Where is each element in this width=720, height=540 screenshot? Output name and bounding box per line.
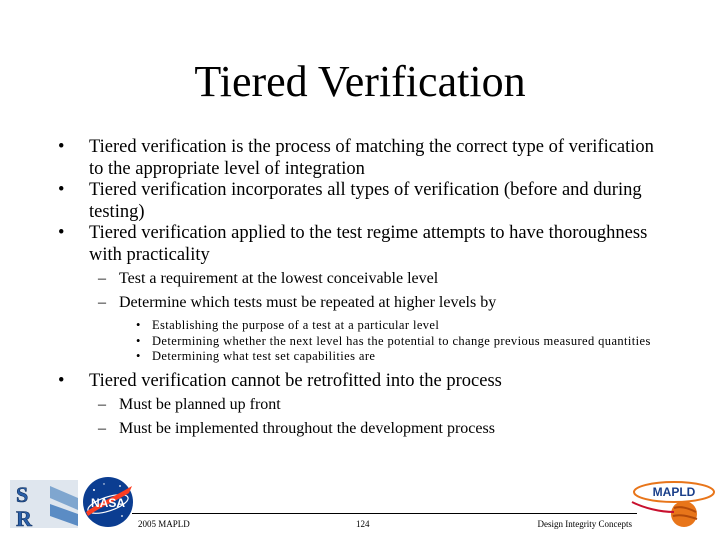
bullet-3 [58, 223, 658, 266]
bullet-text: Tiered verification cannot be retrofitted into the process [89, 370, 502, 391]
bullet-marker: • [58, 223, 65, 243]
sub-sub-bullet-text: Establishing the purpose of a test at a particular level [152, 318, 440, 332]
bullet-text: Tiered verification is the process of matching the correct type of verification to the appropriate level of integration [89, 137, 654, 179]
sub-sub-bullet-text: Determining whether the next level has the potential to change previous measured quantities [152, 333, 651, 348]
bullet-text: Tiered verification applied to the test regime attempts to have thoroughness with practicality [89, 223, 648, 265]
sub-bullet-4 [58, 418, 658, 440]
slide-title: Tiered Verification [194, 57, 526, 106]
sub-bullet-3 [58, 394, 658, 416]
bullet-marker: • [136, 349, 141, 363]
dash-marker: – [98, 270, 106, 287]
dash-marker: – [98, 396, 106, 413]
sub-sub-bullet-3 [58, 349, 658, 365]
sub-bullet-text: Test a requirement at the lowest conceivable level [119, 270, 439, 287]
sr-logo [10, 480, 78, 528]
sub-bullet-1 [58, 268, 658, 290]
svg-text:MAPLD: MAPLD [652, 485, 696, 499]
svg-text:S: S [16, 482, 29, 507]
nasa-logo [82, 476, 134, 528]
svg-text:NASA: NASA [90, 496, 126, 510]
bullet-text: Tiered verification incorporates all types of verification (before and during testing) [89, 180, 642, 222]
bullet-1 [58, 137, 658, 180]
svg-text:R: R [16, 506, 32, 528]
bullet-marker: • [136, 318, 141, 332]
bullet-marker: • [58, 137, 65, 157]
footer-company: Design Integrity Concepts [537, 519, 632, 529]
bullet-marker: • [58, 370, 65, 391]
sub-bullet-text: Must be implemented throughout the development process [119, 420, 495, 437]
footer-conference: 2005 MAPLD [138, 519, 190, 529]
bullet-4 [58, 371, 658, 393]
sub-bullet-text: Must be planned up front [119, 396, 281, 413]
sub-sub-bullet-1 [58, 318, 658, 334]
dash-marker: – [98, 294, 106, 311]
dash-marker: – [98, 420, 106, 437]
footer-page-number: 124 [356, 519, 370, 529]
sub-bullet-text: Determine which tests must be repeated at higher levels by [119, 294, 497, 311]
slide-content [58, 137, 658, 440]
mapld-logo [630, 478, 716, 530]
sub-sub-bullet-text: Determining what test set capabilities are [152, 349, 376, 363]
sub-sub-bullet-2 [58, 334, 658, 350]
sub-bullet-2 [58, 292, 658, 314]
footer-divider [132, 513, 637, 514]
bullet-marker: • [136, 333, 141, 348]
bullet-marker: • [58, 180, 65, 200]
bullet-2 [58, 180, 658, 223]
